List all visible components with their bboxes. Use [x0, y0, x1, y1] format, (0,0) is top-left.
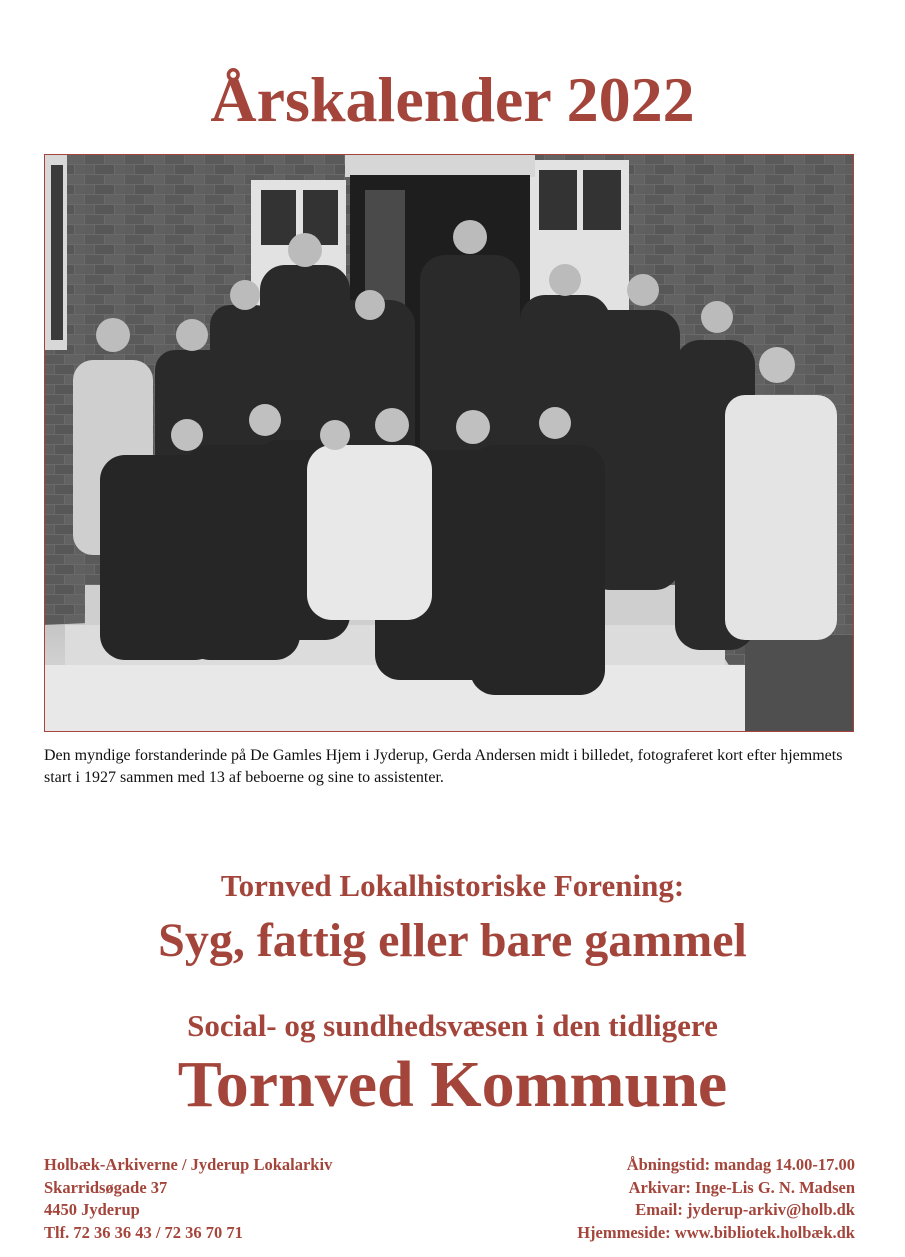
- archivist: Arkivar: Inge-Lis G. N. Madsen: [628, 1177, 855, 1197]
- email: Email: jyderup-arkiv@holb.dk: [635, 1200, 855, 1219]
- opening-hours: Åbningstid: mandag 14.00-17.00: [626, 1155, 855, 1174]
- event-title: Syg, fattig eller bare gammel: [158, 914, 747, 967]
- group-photo-illustration: [45, 155, 853, 731]
- page-title: Årskalender 2022: [210, 64, 695, 135]
- photo-caption: Den myndige forstanderinde på De Gamles Hjem i Jyderup, Gerda Andersen midt i billedet, fotograferet kort efter hjemmets start i 1927 sammen med 13 af beboerne og sine to assistenter.: [44, 747, 843, 786]
- archive-info: [577, 1154, 855, 1244]
- event-subtitle: Social- og sundhedsvæsen i den tidligere: [187, 1008, 718, 1043]
- archive-city: 4450 Jyderup: [44, 1200, 140, 1219]
- event-subtitle-large: Tornved Kommune: [177, 1048, 728, 1121]
- organization-name: Tornved Lokalhistoriske Forening:: [220, 868, 685, 903]
- archive-phone: Tlf. 72 36 36 43 / 72 36 70 71: [44, 1222, 243, 1242]
- group-photo: [44, 154, 854, 732]
- website: Hjemmeside: www.bibliotek.holbæk.dk: [577, 1222, 855, 1242]
- archive-street: Skarridsøgade 37: [44, 1177, 168, 1197]
- archive-name: Holbæk-Arkiverne / Jyderup Lokalarkiv: [44, 1155, 333, 1174]
- archive-contact: [44, 1154, 332, 1244]
